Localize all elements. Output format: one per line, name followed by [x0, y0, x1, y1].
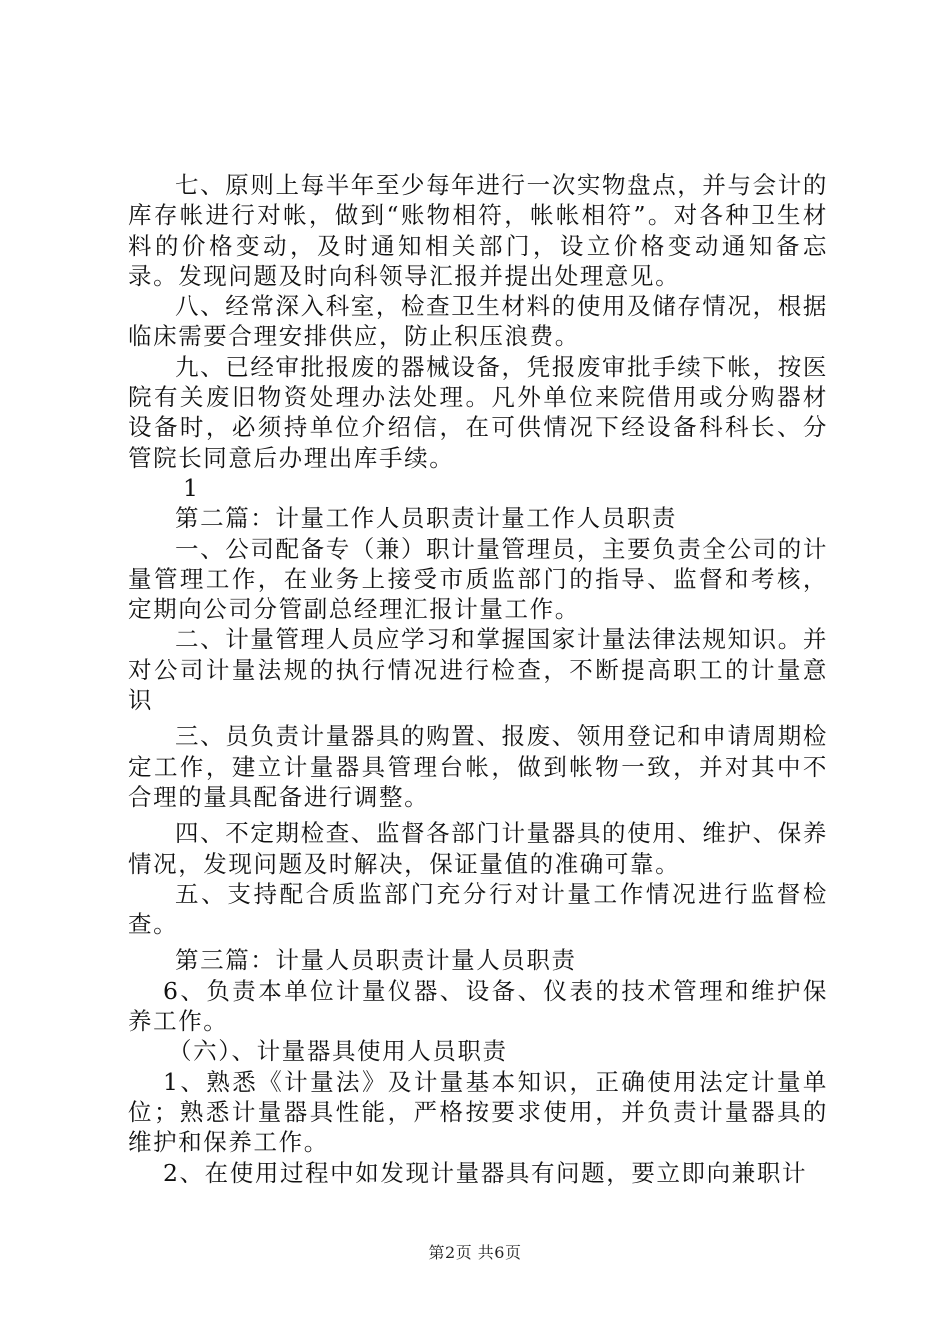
section-heading-part-3: 第三篇：计量人员职责计量人员职责 — [175, 946, 577, 975]
paragraph-item-8: 八、经常深入科室，检查卫生材料的使用及储存情况，根据临床需要合理安排供应，防止积压浪费。 — [128, 292, 828, 351]
paragraph-duty-1: 一、公司配备专（兼）职计量管理员，主要负责全公司的计量管理工作，在业务上接受市质监部门的指导、监督和考核，定期向公司分管副总经理汇报计量工作。 — [128, 534, 828, 624]
document-body — [128, 170, 828, 1188]
paragraph-duty-4: 四、不定期检查、监督各部门计量器具的使用、维护、保养情况，发现问题及时解决，保证量值的准确可靠。 — [128, 819, 828, 878]
subsection-heading-6: （六）、计量器具使用人员职责 — [168, 1037, 508, 1066]
paragraph-item-7: 七、原则上每半年至少每年进行一次实物盘点，并与会计的库存帐进行对帐，做到“账物相符，帐帐相符”。对各种卫生材料的价格变动，及时通知相关部门，设立价格变动通知备忘录。发现问题及时向科领导汇报并提出处理意见。 — [128, 171, 828, 290]
section-heading-part-2: 第二篇：计量工作人员职责计量工作人员职责 — [175, 504, 677, 533]
paragraph-item-6: 6、负责本单位计量仪器、设备、仪表的技术管理和维护保养工作。 — [128, 976, 828, 1036]
page-footer: 第2页 共6页 — [428, 1243, 522, 1262]
page-number-marker: 1 — [183, 473, 200, 502]
paragraph-user-duty-1: 1、熟悉《计量法》及计量基本知识，正确使用法定计量单位；熟悉计量器具性能，严格按要求使用，并负责计量器具的维护和保养工作。 — [128, 1067, 828, 1157]
paragraph-duty-5: 五、支持配合质监部门充分行对计量工作情况进行监督检查。 — [128, 879, 828, 939]
paragraph-user-duty-2: 2、在使用过程中如发现计量器具有问题，要立即向兼职计 — [163, 1158, 808, 1187]
paragraph-duty-2: 二、计量管理人员应学习和掌握国家计量法律法规知识。并对公司计量法规的执行情况进行检查，不断提高职工的计量意识 — [128, 625, 828, 715]
paragraph-duty-3: 三、员负责计量器具的购置、报废、领用登记和申请周期检定工作，建立计量器具管理台帐，做到帐物一致，并对其中不合理的量具配备进行调整。 — [128, 722, 828, 811]
paragraph-item-9: 九、已经审批报废的器械设备，凭报废审批手续下帐，按医院有关废旧物资处理办法处理。凡外单位来院借用或分购器材设备时，必须持单位介绍信，在可供情况下经设备科科长、分管院长同意后办理出库手续。 — [128, 352, 828, 472]
